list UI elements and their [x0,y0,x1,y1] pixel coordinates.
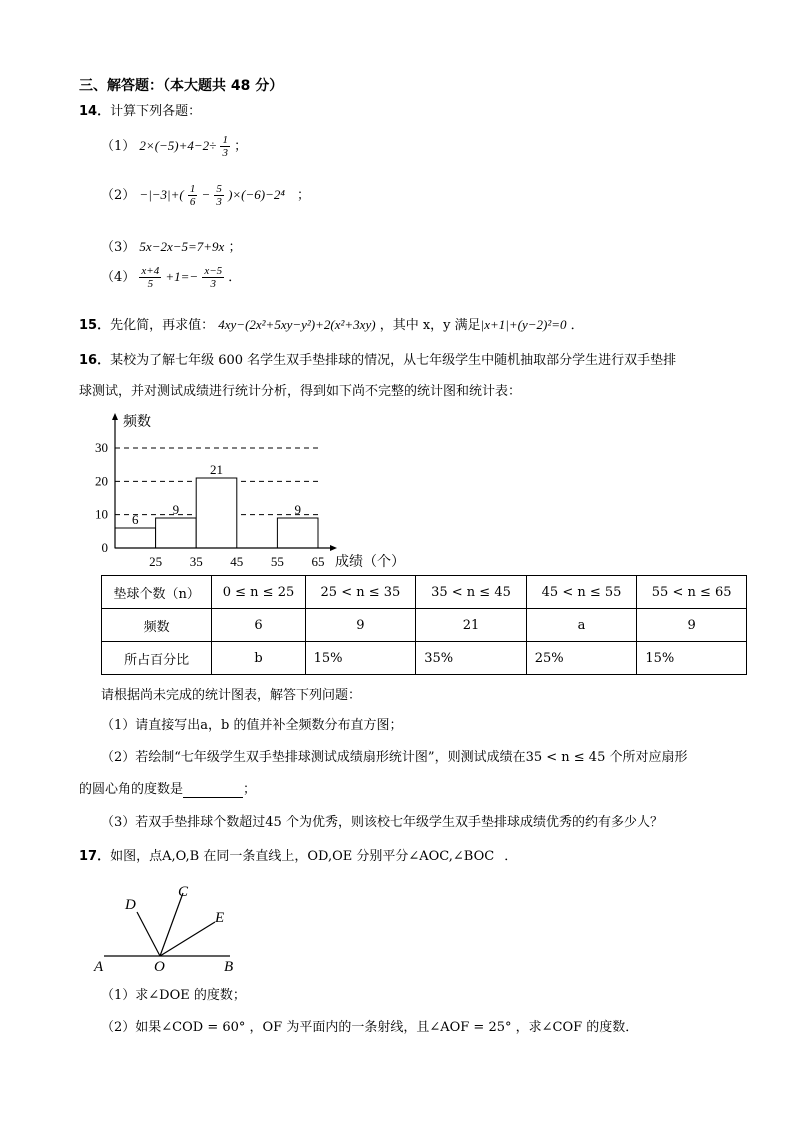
x-tick-label: 65 [311,554,325,569]
fraction: $\frac{x-5}{3}$ [204,265,223,291]
bar-value-label: 9 [172,502,180,517]
x-tick-label: 55 [270,554,284,569]
q14-item-4 [101,265,241,290]
q14-number: 14． [79,104,111,119]
y-tick-label: 10 [95,506,108,522]
item-label: （3） [101,240,136,255]
label-B: B [224,959,234,975]
bar-value-label: 21 [210,462,223,477]
table-cell: 9 [637,609,747,642]
table-cell: 15% [637,642,747,675]
item-label: （1） [101,139,136,155]
x-axis-label: 成绩（个） [335,555,405,570]
label-C: C [178,884,189,900]
q14-text: 计算下列各题： [110,104,202,119]
y-tick-label: 20 [95,473,108,489]
table-cell: 15% [305,642,416,675]
table-row [102,642,747,675]
table-cell: 频数 [102,609,212,642]
math-op: − [201,187,211,203]
ray-OD [137,912,160,956]
q15 [79,317,584,334]
histogram-bar [196,478,237,548]
x-tick-label: 45 [230,554,244,569]
table-cell: 25% [526,642,637,675]
table-header-cell: 45 < n ≤ 55 [526,576,637,609]
q16-instruction: 请根据尚未完成的统计图表，解答下列问题： [101,688,362,703]
y-axis-arrow [112,413,118,420]
item-label: （4） [101,270,136,286]
q15-text: 先化简，再求值： [110,318,215,333]
answer-blank[interactable] [183,783,243,798]
q17-sub2: （2）如果∠COD = 60° ，OF 为平面内的一条射线，且∠AOF = 25° ，求∠COF 的度数． [101,1020,639,1035]
q17-text: 如图，点A,O,B 在同一条直线上，OD,OE 分别平分∠AOC,∠BOC [110,849,495,864]
math-expr: 4xy−(2x²+5xy−y²)+2(x²+3xy) [218,317,376,332]
x-tick-label: 25 [149,554,163,569]
bar-value-label: 9 [294,502,301,517]
y-tick-label: 30 [95,440,108,455]
math-expr: )×(−6)−2⁴ [228,187,285,203]
ray-OE [160,922,215,956]
q17-sub1: （1）求∠DOE 的度数； [101,988,246,1003]
item-label: （2） [101,188,136,204]
math-expr: |x+1|+(y−2)²=0 [480,317,567,332]
table-cell: 21 [416,609,527,642]
q16-sub2-text: 的圆心角的度数是 [79,782,184,797]
geometry-figure [90,880,250,975]
q14-stem [79,104,201,120]
q16-sub2-b [79,782,256,798]
q15-tail: ． [570,318,584,333]
ray-OC [160,893,183,956]
label-D: D [125,897,136,913]
table-cell: 6 [212,609,305,642]
histogram-chart [85,408,415,573]
table-cell: 9 [305,609,416,642]
label-O: O [154,959,165,975]
q16-sub1: （1）请直接写出a，b 的值并补全频数分布直方图； [101,718,403,733]
item-tail: ． [228,270,242,286]
y-axis-label: 频数 [123,415,151,430]
math-expr: 2×(−5)+4−2÷ [139,138,217,154]
q14-item-3 [101,239,241,256]
table-cell: 所占百分比 [102,642,212,675]
q14-item-2 [101,183,310,208]
q16-sub2-tail: ； [243,782,257,797]
q16-number: 16． [79,353,111,368]
q17-stem [79,849,517,865]
item-tail: ； [234,139,248,155]
x-tick-label: 35 [189,554,203,569]
y-tick-label: 0 [101,540,108,555]
table-header-cell: 35 < n ≤ 45 [416,576,527,609]
table-header-cell: 垫球个数（n） [102,576,212,609]
q16-sub3: （3）若双手垫排球个数超过45 个为优秀，则该校七年级学生双手垫排球成绩优秀的约有多少人？ [101,815,663,830]
table-cell: 35% [416,642,527,675]
histogram-bar [115,528,156,548]
table-cell: a [526,609,637,642]
fraction: $\frac{1}{3}$ [222,134,228,160]
label-A: A [94,959,104,975]
bars [115,462,318,548]
fraction: $\frac{x+4}{5}$ [141,265,160,291]
q17-tail: ． [504,849,518,864]
q16-text: 某校为了解七年级 600 名学生双手垫排球的情况，从七年级学生中随机抽取部分学生进行双手垫排 [110,353,677,368]
q16-line1 [79,353,676,369]
math-expr: +1=− [165,269,199,285]
table-row [102,609,747,642]
q14-item-1 [101,134,247,159]
table-header-cell: 0 ≤ n ≤ 25 [212,576,305,609]
histogram-bar [156,518,197,548]
q16-sub2-a: （2）若绘制“七年级学生双手垫排球测试成绩扇形统计图”，则测试成绩在35 < n ≤ 45 个所对应扇形 [101,750,688,765]
math-expr: 5x−2x−5=7+9x [139,239,225,254]
table-header-cell: 55 < n ≤ 65 [637,576,747,609]
item-tail: ； [297,188,311,204]
fraction: $\frac{5}{3}$ [216,183,222,209]
stats-table [101,575,747,675]
math-expr: −|−3|+( [139,187,184,203]
section-title: 三、解答题：（本大题共 48 分） [79,78,284,94]
bar-value-label: 6 [132,512,139,527]
q15-number: 15． [79,318,111,333]
q16-line2: 球测试，并对测试成绩进行统计分析，得到如下尚不完整的统计图和统计表： [79,384,522,399]
item-tail: ； [228,240,242,255]
fraction: $\frac{1}{6}$ [189,183,196,209]
table-cell: b [212,642,305,675]
label-E: E [215,910,225,926]
table-header-row [102,576,747,609]
histogram-bar [277,518,318,548]
q15-text: ，其中 x，y 满足 [379,318,481,333]
table-header-cell: 25 < n ≤ 35 [305,576,416,609]
q17-number: 17． [79,849,111,864]
x-axis-arrow [330,545,337,551]
